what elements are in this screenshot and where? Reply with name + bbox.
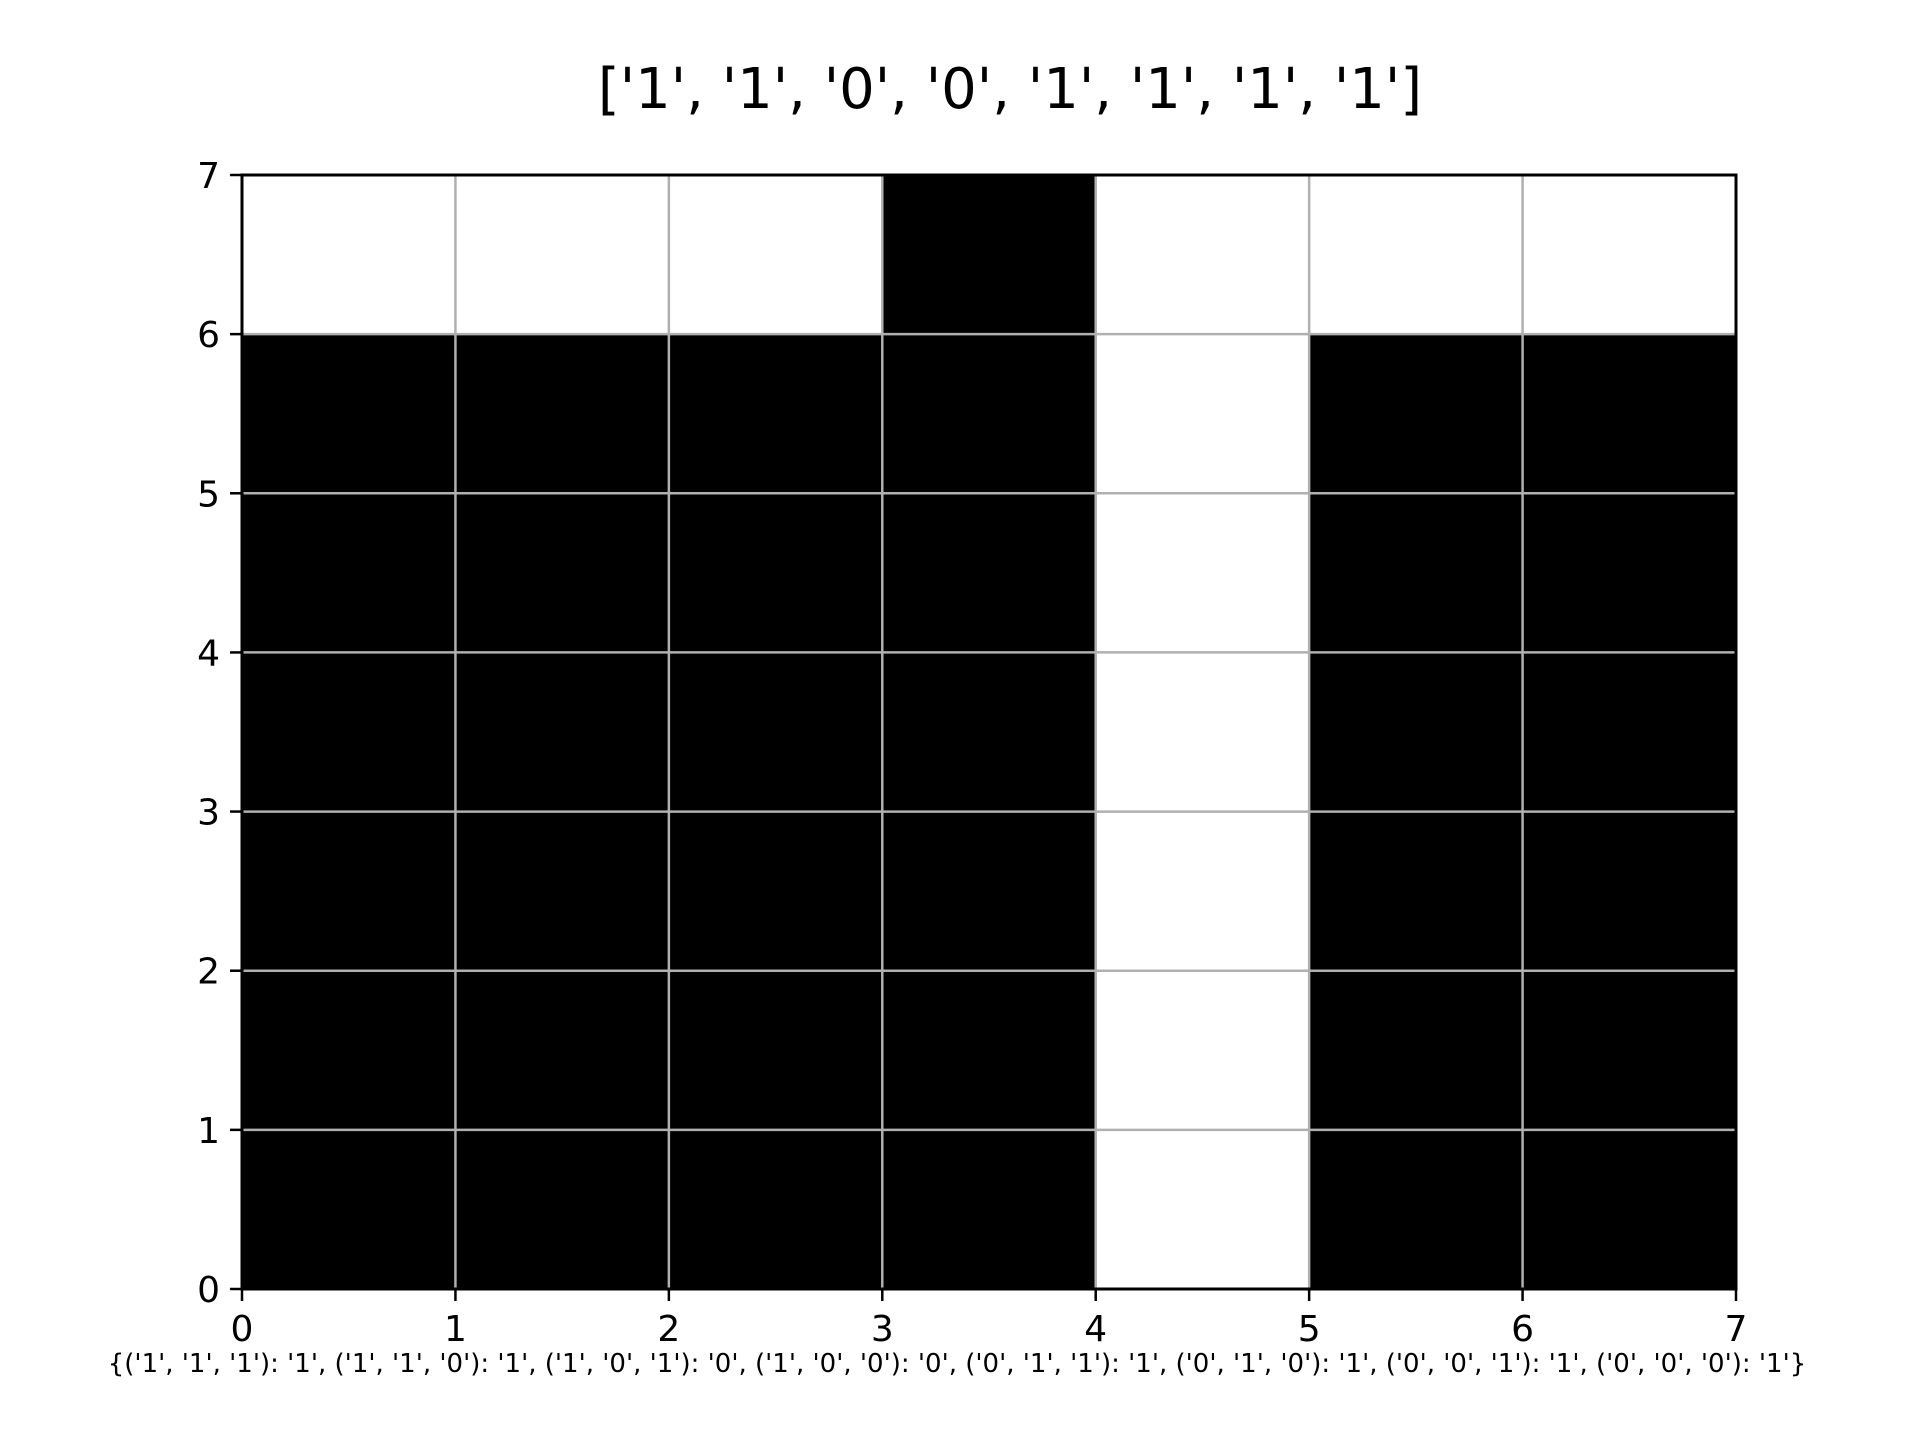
y-tick-label-1: 1: [197, 1110, 220, 1152]
cell-r3-c2: [669, 652, 883, 812]
cell-r6-c5: [1309, 175, 1523, 335]
cell-r4-c3: [882, 493, 1096, 653]
y-tick-label-4: 4: [197, 633, 220, 675]
cell-r3-c0: [242, 652, 456, 812]
cell-r3-c1: [455, 652, 669, 812]
cell-r3-c3: [882, 652, 1096, 812]
cell-r2-c3: [882, 812, 1096, 972]
x-tick-label-0: 0: [230, 1309, 254, 1350]
cell-r1-c2: [669, 971, 883, 1131]
cell-r2-c2: [669, 812, 883, 972]
x-tick-label-3: 3: [870, 1309, 894, 1350]
y-tick-label-0: 0: [197, 1270, 220, 1311]
cell-r2-c5: [1309, 812, 1523, 972]
cell-r4-c4: [1096, 493, 1310, 653]
cell-r5-c4: [1096, 334, 1310, 494]
cell-r1-c5: [1309, 971, 1523, 1131]
cell-grid: [242, 175, 1737, 1290]
cell-r0-c1: [455, 1130, 669, 1290]
cell-r2-c0: [242, 812, 456, 972]
cell-r2-c4: [1096, 812, 1310, 972]
cell-r4-c0: [242, 493, 456, 653]
cell-r1-c4: [1096, 971, 1310, 1131]
cell-r6-c0: [242, 175, 456, 335]
x-tick-label-7: 7: [1724, 1309, 1748, 1350]
cell-r1-c0: [242, 971, 456, 1131]
cell-r0-c3: [882, 1130, 1096, 1290]
cell-r5-c1: [455, 334, 669, 494]
cell-r0-c4: [1096, 1130, 1310, 1290]
cell-r5-c6: [1523, 334, 1737, 494]
y-tick-label-7: 7: [197, 156, 220, 197]
cell-r6-c1: [455, 175, 669, 335]
cell-r5-c3: [882, 334, 1096, 494]
x-tick-label-6: 6: [1511, 1309, 1535, 1350]
cell-r6-c6: [1523, 175, 1737, 335]
y-tick-label-3: 3: [197, 792, 220, 834]
cell-r0-c0: [242, 1130, 456, 1290]
cell-r6-c4: [1096, 175, 1310, 335]
chart-title: ['1', '1', '0', '0', '1', '1', '1', '1']: [597, 57, 1423, 122]
cell-r5-c2: [669, 334, 883, 494]
cell-r2-c1: [455, 812, 669, 972]
cell-r0-c2: [669, 1130, 883, 1290]
cell-r1-c3: [882, 971, 1096, 1131]
cell-r3-c4: [1096, 652, 1310, 812]
cell-r4-c5: [1309, 493, 1523, 653]
y-tick-label-5: 5: [197, 474, 220, 516]
cell-r5-c5: [1309, 334, 1523, 494]
x-tick-label-5: 5: [1297, 1309, 1321, 1350]
y-tick-label-6: 6: [197, 315, 220, 357]
cell-r1-c1: [455, 971, 669, 1131]
x-axis-label: {('1', '1', '1'): '1', ('1', '1', '0'): '1', ('1', '0', '1'): '0', ('1', '0', '0'): '0', ('0', '1', '1'): '1', ('0', '1', '0'): '1', ('0', '0', '1'): '1', ('0', '0', '0'): '1'}: [107, 1349, 1807, 1379]
cell-r4-c1: [455, 493, 669, 653]
cell-r2-c6: [1523, 812, 1737, 972]
cell-r0-c6: [1523, 1130, 1737, 1290]
cell-r1-c6: [1523, 971, 1737, 1131]
y-tick-label-2: 2: [197, 951, 220, 993]
x-tick-label-1: 1: [443, 1309, 467, 1350]
cell-r4-c2: [669, 493, 883, 653]
cell-r5-c0: [242, 334, 456, 494]
x-tick-label-4: 4: [1084, 1309, 1108, 1350]
cell-r6-c3: [882, 175, 1096, 335]
cell-r3-c6: [1523, 652, 1737, 812]
cell-r4-c6: [1523, 493, 1737, 653]
x-tick-label-2: 2: [657, 1309, 681, 1350]
cell-r6-c2: [669, 175, 883, 335]
cell-r3-c5: [1309, 652, 1523, 812]
cell-r0-c5: [1309, 1130, 1523, 1290]
